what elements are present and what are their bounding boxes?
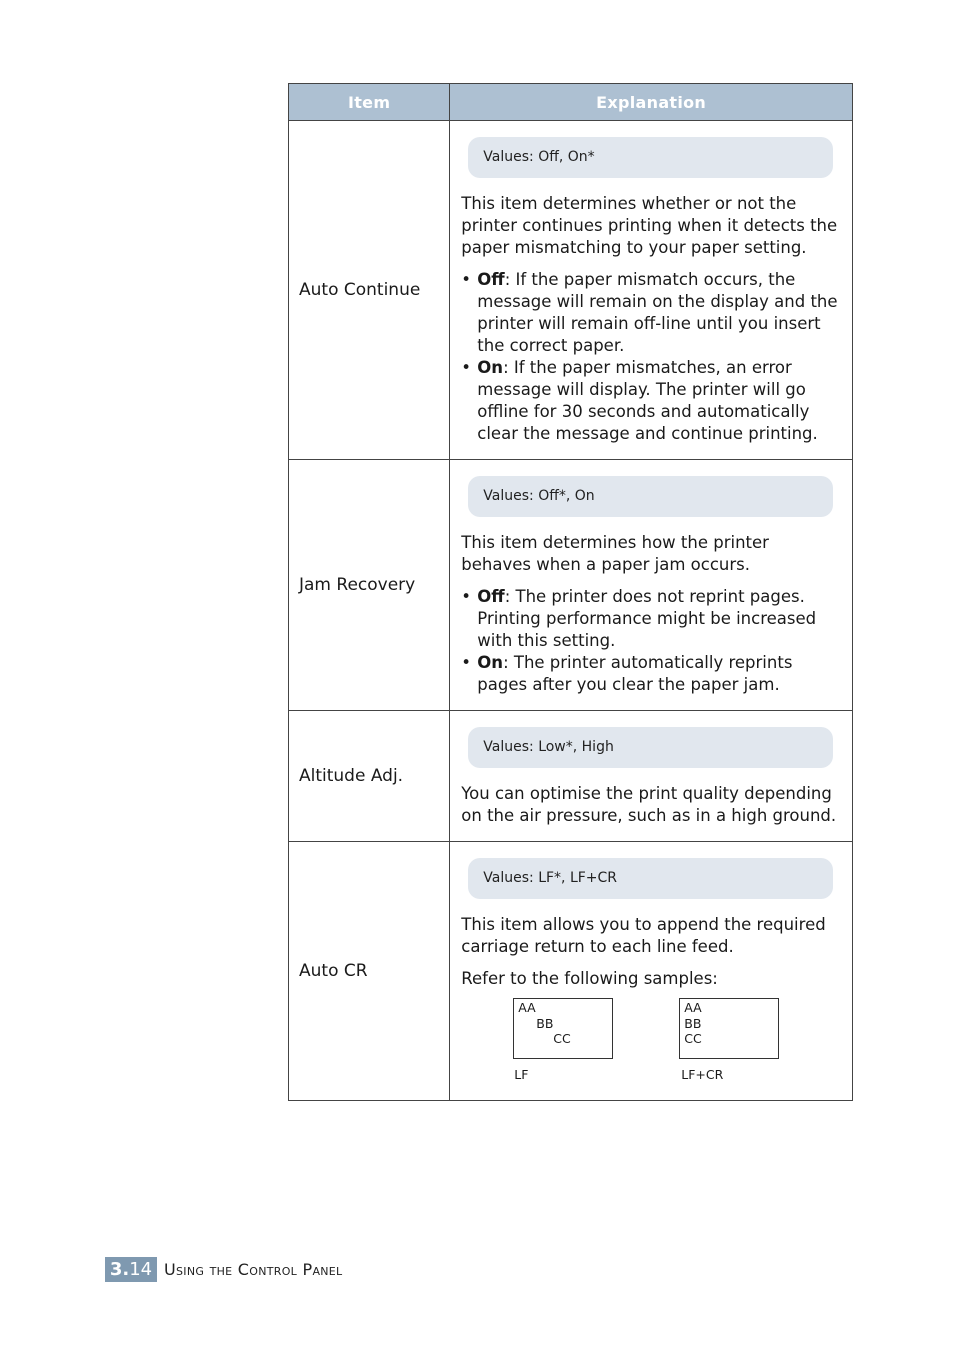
- bullet-text: : The printer does not reprint pages. Printing performance might be increased with this setting.: [477, 587, 817, 650]
- samples-figure: [461, 994, 842, 1086]
- item-name: Jam Recovery: [289, 460, 450, 711]
- explanation-cell: [450, 711, 853, 842]
- table-row: [289, 121, 853, 460]
- page-footer: [105, 1257, 342, 1282]
- list-item: • On: The printer automatically reprints pages after you clear the paper jam.: [461, 653, 793, 694]
- list-item: • On: If the paper mismatches, an error message will display. The printer will go offline for 30 seconds and automatically clear the message and continue printing.: [461, 358, 818, 443]
- list-item: • Off: The printer does not reprint pages. Printing performance might be increased with this setting.: [461, 587, 817, 650]
- bullet-list: [461, 269, 842, 445]
- bullet-text: : The printer automatically reprints pages after you clear the paper jam.: [477, 653, 793, 694]
- bullet-list: [461, 586, 842, 696]
- item-name: Auto CR: [289, 842, 450, 1101]
- table-header-row: [289, 84, 853, 121]
- description: You can optimise the print quality depending on the air pressure, such as in a high ground.: [461, 784, 837, 825]
- sample-line: CC: [684, 1031, 702, 1046]
- header-explanation: Explanation: [450, 84, 853, 121]
- sample-box-lf: [513, 998, 613, 1059]
- table-row: [289, 842, 853, 1101]
- bullet-text: : If the paper mismatches, an error message will display. The printer will go offline for 30 seconds and automatically clear the message and continue printing.: [477, 358, 818, 443]
- bullet-term: Off: [477, 270, 505, 289]
- description: Refer to the following samples:: [461, 969, 718, 988]
- values-badge: Values: Low*, High: [468, 727, 833, 768]
- explanation-cell: [450, 460, 853, 711]
- values-badge: Values: Off, On*: [468, 137, 833, 178]
- bullet-term: Off: [477, 587, 505, 606]
- chapter-title: Using the Control Panel: [164, 1260, 343, 1279]
- sample-line: BB: [536, 1015, 554, 1031]
- chapter-number: 3.: [109, 1259, 130, 1280]
- table-row: [289, 711, 853, 842]
- bullet-term: On: [477, 358, 504, 377]
- sample-label: LF+CR: [681, 1067, 724, 1082]
- page-index: 14: [129, 1259, 153, 1280]
- bullet-term: On: [477, 653, 504, 672]
- settings-table: [288, 83, 853, 1101]
- sample-label: LF: [514, 1067, 529, 1082]
- sample-line: AA: [684, 1000, 702, 1015]
- explanation-cell: [450, 842, 853, 1101]
- description: This item allows you to append the required carriage return to each line feed.: [461, 915, 826, 956]
- header-item: Item: [289, 84, 450, 121]
- sample-box-lfcr: [679, 998, 779, 1059]
- description: This item determines how the printer behaves when a paper jam occurs.: [461, 533, 769, 574]
- item-name: Auto Continue: [289, 121, 450, 460]
- page-number: [105, 1257, 157, 1282]
- table-row: [289, 460, 853, 711]
- description: This item determines whether or not the printer continues printing when it detects the paper mismatching to your paper setting.: [461, 194, 838, 257]
- bullet-text: : If the paper mismatch occurs, the message will remain on the display and the printer will remain off-line until you insert the correct paper.: [477, 270, 838, 355]
- values-badge: Values: Off*, On: [468, 476, 833, 517]
- values-badge: Values: LF*, LF+CR: [468, 858, 833, 899]
- sample-line: AA: [518, 1000, 536, 1015]
- list-item: • Off: If the paper mismatch occurs, the message will remain on the display and the printer will remain off-line until you insert the correct paper.: [461, 270, 838, 355]
- sample-line: BB: [684, 1015, 702, 1031]
- explanation-cell: [450, 121, 853, 460]
- item-name: Altitude Adj.: [289, 711, 450, 842]
- sample-line: CC: [553, 1031, 571, 1046]
